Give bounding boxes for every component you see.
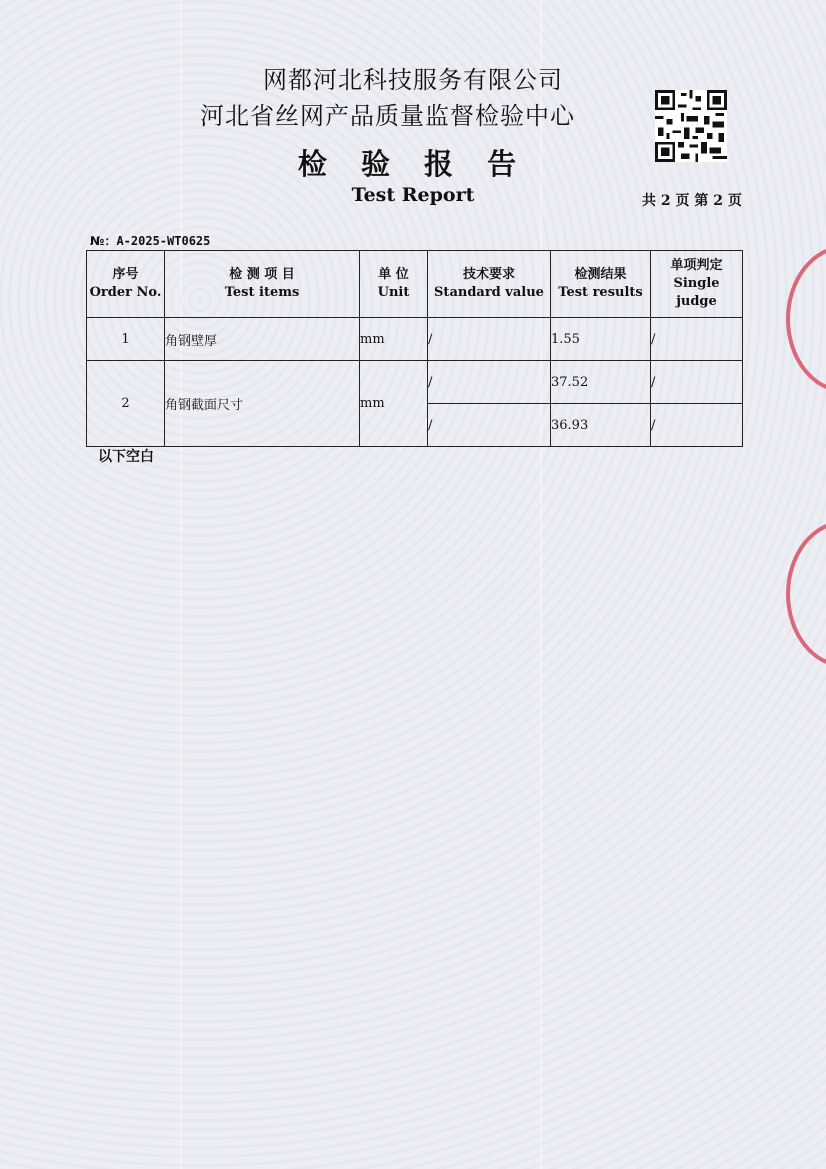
result-cell: 37.52 (551, 361, 651, 404)
table-row (87, 318, 743, 361)
unit-cell: mm (360, 361, 428, 447)
result-cell: 36.93 (551, 404, 651, 447)
standard-cell: / (428, 361, 551, 404)
unit-cell: mm (360, 318, 428, 361)
judge-cell: / (651, 318, 743, 361)
judge-cell: / (651, 361, 743, 404)
test-results-table (86, 250, 743, 447)
blank-below-note: 以下空白 (98, 449, 154, 465)
header-test-results: 检测结果 Test results (551, 251, 651, 318)
page-count: 共 2 页 第 2 页 (642, 193, 742, 209)
test-item-cell: 角钢壁厚 (165, 318, 360, 361)
report-title-chinese: 检 验 报 告 (297, 147, 529, 181)
test-item-cell: 角钢截面尺寸 (165, 361, 360, 447)
report-number-label: №： (90, 234, 117, 248)
standard-cell: / (428, 318, 551, 361)
report-number (90, 232, 210, 249)
report-title-english: Test Report (351, 184, 475, 206)
header-single-judge: 单项判定 Single judge (651, 251, 743, 318)
header-unit: 单 位 Unit (360, 251, 428, 318)
table-row (87, 361, 743, 404)
standard-cell: / (428, 404, 551, 447)
organization-name: 网都河北科技服务有限公司 (263, 66, 563, 94)
order-no-cell: 1 (87, 318, 165, 361)
red-seal-stamp (786, 520, 826, 668)
order-no-cell: 2 (87, 361, 165, 447)
result-cell: 1.55 (551, 318, 651, 361)
header-test-items: 检 测 项 目 Test items (165, 251, 360, 318)
report-number-value: A-2025-WT0625 (116, 234, 211, 248)
judge-cell: / (651, 404, 743, 447)
inspection-center-name: 河北省丝网产品质量监督检验中心 (200, 102, 575, 130)
header-standard-value: 技术要求 Standard value (428, 251, 551, 318)
red-seal-stamp (786, 245, 826, 393)
header-order-no: 序号 Order No. (87, 251, 165, 318)
table-header-row (87, 251, 743, 318)
